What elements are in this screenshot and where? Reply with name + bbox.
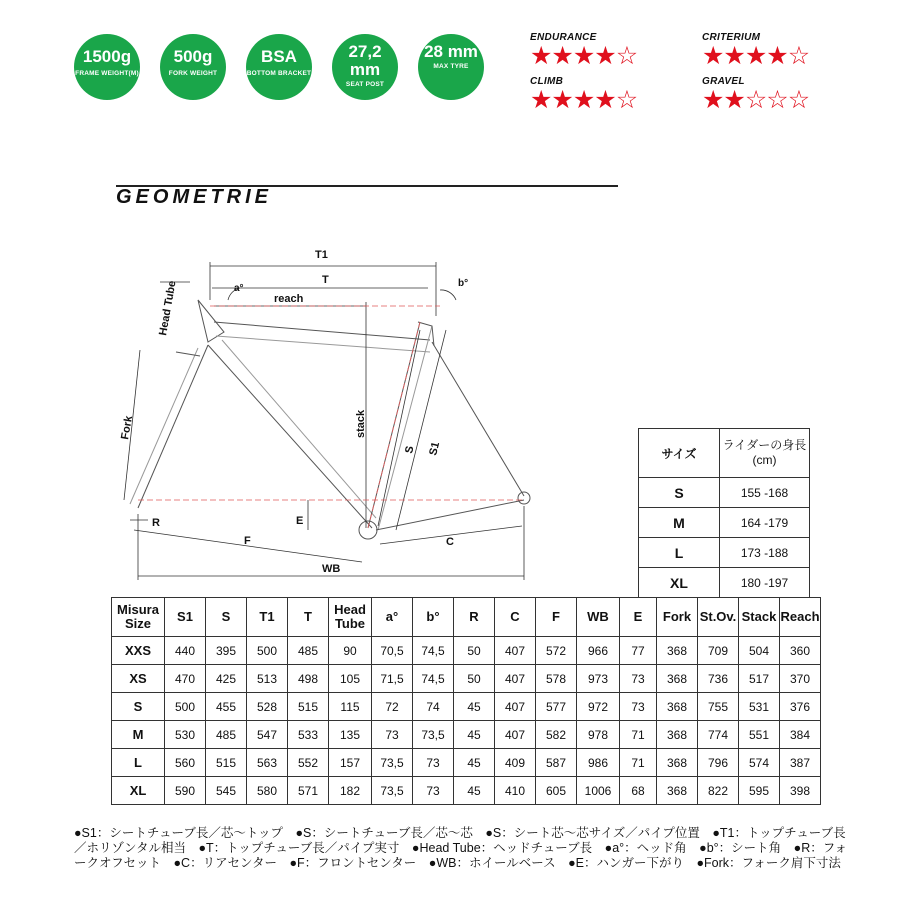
geometry-cell: 517 <box>739 665 780 693</box>
geometry-cell: 973 <box>577 665 620 693</box>
geometry-cell: 182 <box>329 777 372 805</box>
geometry-cell: 440 <box>165 637 206 665</box>
geometry-cell: 74,5 <box>413 637 454 665</box>
rider-size-cell: L <box>639 538 720 568</box>
geometry-cell: 1006 <box>577 777 620 805</box>
geometry-size-label: M <box>112 721 165 749</box>
rider-size-table <box>638 428 810 598</box>
geometry-cell: 504 <box>739 637 780 665</box>
max-tyre-label: MAX TYRE <box>433 63 469 70</box>
geometry-cell: 73 <box>620 693 657 721</box>
geometry-row <box>112 721 821 749</box>
s-dimension <box>378 330 420 526</box>
geometry-cell: 972 <box>577 693 620 721</box>
geometry-cell: 105 <box>329 665 372 693</box>
geometry-cell: 73,5 <box>372 777 413 805</box>
top-tube <box>214 322 430 340</box>
chain-stay <box>376 500 524 530</box>
geometry-cell: 368 <box>657 693 698 721</box>
label-stack: stack <box>355 409 367 438</box>
seat-post-label: SEAT POST <box>345 81 385 88</box>
rider-height-cell: 164 -179 <box>720 508 810 538</box>
geometry-header-cell: R <box>454 598 495 637</box>
rating-label: GRAVEL <box>702 76 745 87</box>
geometry-row <box>112 749 821 777</box>
geometry-cell: 77 <box>620 637 657 665</box>
geometry-header-row <box>112 598 821 637</box>
geometry-row <box>112 637 821 665</box>
geometry-cell: 74,5 <box>413 665 454 693</box>
geometry-table <box>111 597 821 805</box>
label-s1: S1 <box>427 440 443 457</box>
geometry-cell: 72 <box>372 693 413 721</box>
b-angle-arc <box>440 290 456 300</box>
geometry-cell: 755 <box>698 693 739 721</box>
geometry-cell: 370 <box>780 665 821 693</box>
geometry-cell: 587 <box>536 749 577 777</box>
geometry-cell: 368 <box>657 749 698 777</box>
geometry-cell: 74 <box>413 693 454 721</box>
geometry-cell: 580 <box>247 777 288 805</box>
geometry-cell: 157 <box>329 749 372 777</box>
geometry-cell: 605 <box>536 777 577 805</box>
label-r: R <box>152 517 160 529</box>
geometry-cell: 407 <box>495 693 536 721</box>
geometry-cell: 73,5 <box>413 721 454 749</box>
label-wb: WB <box>322 563 341 575</box>
star-empty-icon: ☆ <box>787 86 810 114</box>
rider-height-cell: 173 -188 <box>720 538 810 568</box>
geometry-header-cell: C <box>495 598 536 637</box>
geometry-cell: 425 <box>206 665 247 693</box>
label-fork: Fork <box>119 414 136 441</box>
geometry-cell: 71 <box>620 749 657 777</box>
frame-weight-value: 1500g <box>82 47 132 66</box>
geometry-cell: 73 <box>620 665 657 693</box>
geometry-cell: 551 <box>739 721 780 749</box>
geometry-cell: 387 <box>780 749 821 777</box>
geometry-cell: 796 <box>698 749 739 777</box>
geometry-cell: 368 <box>657 637 698 665</box>
geometry-cell: 395 <box>206 637 247 665</box>
geometry-header-cell: Fork <box>657 598 698 637</box>
geometry-body <box>112 637 821 805</box>
star-empty-icon: ☆ <box>787 42 810 70</box>
label-e: E <box>296 515 304 527</box>
geometry-cell: 966 <box>577 637 620 665</box>
geometry-cell: 571 <box>288 777 329 805</box>
geometry-cell: 73 <box>372 721 413 749</box>
geometry-cell: 515 <box>206 749 247 777</box>
down-tube-edge <box>222 340 376 518</box>
star-filled-icon: ★ <box>551 86 573 114</box>
geometry-header-cell: b° <box>413 598 454 637</box>
geometry-cell: 595 <box>739 777 780 805</box>
down-tube <box>208 345 372 528</box>
geometry-cell: 563 <box>247 749 288 777</box>
star-filled-icon: ★ <box>594 42 616 70</box>
geometry-cell: 513 <box>247 665 288 693</box>
geometry-cell: 572 <box>536 637 577 665</box>
star-empty-icon: ☆ <box>615 42 638 70</box>
star-empty-icon: ☆ <box>744 86 767 114</box>
geometry-header-cell: E <box>620 598 657 637</box>
geometry-cell: 71,5 <box>372 665 413 693</box>
geometry-cell: 500 <box>247 637 288 665</box>
geometry-cell: 368 <box>657 777 698 805</box>
geometry-size-label: S <box>112 693 165 721</box>
rider-size-cell: XL <box>639 568 720 598</box>
top-tube-lower-edge <box>216 336 430 352</box>
geometry-cell: 50 <box>454 637 495 665</box>
geometry-header-cell: WB <box>577 598 620 637</box>
geometry-cell: 407 <box>495 665 536 693</box>
star-filled-icon: ★ <box>530 86 552 114</box>
star-filled-icon: ★ <box>702 42 724 70</box>
label-reach: reach <box>274 293 304 305</box>
seat-post-value: 27,2 mm <box>348 42 382 79</box>
label-t: T <box>322 274 329 286</box>
geometry-cell: 45 <box>454 749 495 777</box>
geometry-cell: 376 <box>780 693 821 721</box>
geometry-cell: 73 <box>413 749 454 777</box>
label-c: C <box>446 536 454 548</box>
geometry-cell: 407 <box>495 721 536 749</box>
geometry-size-label: XS <box>112 665 165 693</box>
geometry-cell: 45 <box>454 693 495 721</box>
geometry-cell: 577 <box>536 693 577 721</box>
geometry-cell: 398 <box>780 777 821 805</box>
geometry-row <box>112 693 821 721</box>
geometry-cell: 368 <box>657 665 698 693</box>
geometry-cell: 485 <box>206 721 247 749</box>
star-empty-icon: ☆ <box>615 86 638 114</box>
label-b: b° <box>458 278 469 289</box>
geometry-row <box>112 665 821 693</box>
star-filled-icon: ★ <box>744 42 767 70</box>
geometry-cell: 73 <box>413 777 454 805</box>
geometry-size-label: XL <box>112 777 165 805</box>
rider-size-header-row <box>639 429 810 478</box>
geometry-header-cell: T <box>288 598 329 637</box>
geometry-cell: 552 <box>288 749 329 777</box>
geometry-cell: 68 <box>620 777 657 805</box>
geometry-size-label: L <box>112 749 165 777</box>
geometry-size-label: XXS <box>112 637 165 665</box>
geometry-header-cell: S1 <box>165 598 206 637</box>
geometry-header-cell: F <box>536 598 577 637</box>
rider-size-header-size: サイズ <box>639 429 720 478</box>
label-f: F <box>244 535 251 547</box>
geometry-cell: 774 <box>698 721 739 749</box>
geometry-cell: 528 <box>247 693 288 721</box>
geometry-row <box>112 777 821 805</box>
rider-height-cell: 155 -168 <box>720 478 810 508</box>
geometry-cell: 531 <box>739 693 780 721</box>
geometry-cell: 410 <box>495 777 536 805</box>
rating-label: ENDURANCE <box>530 32 597 43</box>
geometry-header-cell: St.Ov. <box>698 598 739 637</box>
rider-size-cell: S <box>639 478 720 508</box>
fork-weight-value: 500g <box>173 47 213 66</box>
geometry-cell: 90 <box>329 637 372 665</box>
star-filled-icon: ★ <box>766 42 788 70</box>
geometry-cell: 515 <box>288 693 329 721</box>
rating-label: CLIMB <box>530 76 564 87</box>
star-empty-icon: ☆ <box>766 86 788 114</box>
geometry-cell: 822 <box>698 777 739 805</box>
star-filled-icon: ★ <box>723 86 745 114</box>
rider-size-header-height: ライダーの身長 (cm) <box>720 429 810 478</box>
geometry-cell: 533 <box>288 721 329 749</box>
geometry-cell: 498 <box>288 665 329 693</box>
bottom-bracket-value: BSA <box>261 47 297 66</box>
bottom-bracket-label: BOTTOM BRACKET <box>246 70 312 77</box>
geometry-header-cell: T1 <box>247 598 288 637</box>
geometry-cell: 978 <box>577 721 620 749</box>
geometry-cell: 360 <box>780 637 821 665</box>
geometry-cell: 547 <box>247 721 288 749</box>
geometry-cell: 368 <box>657 721 698 749</box>
star-filled-icon: ★ <box>572 86 595 114</box>
geometry-cell: 545 <box>206 777 247 805</box>
abbreviation-notes: ●S1：シートチューブ長／芯～トップ ●S：シートチューブ長／芯～芯 ●S：シート芯～芯サイズ／パイプ位置 ●T1：トップチューブ長／ホリゾンタル相当 ●T：トップチューブ長／パイプ実寸 ●Head Tube：ヘッドチューブ長 ●a°：ヘッド角 ●b°：シート角 ●R：フォークオフセット ●C：リアセンター ●F：フロントセンター ●WB：ホイールベース ●E：ハンガー下がり ●Fork：フォーク肩下寸法 <box>74 826 848 870</box>
geometry-cell: 590 <box>165 777 206 805</box>
geometry-cell: 135 <box>329 721 372 749</box>
geometry-cell: 409 <box>495 749 536 777</box>
geometry-cell: 384 <box>780 721 821 749</box>
geometry-header-cell: Reach <box>780 598 821 637</box>
rider-size-row <box>639 508 810 538</box>
fork-weight-label: FORK WEIGHT <box>168 70 218 77</box>
geometry-cell: 70,5 <box>372 637 413 665</box>
rider-size-cell: M <box>639 508 720 538</box>
geometry-header-cell: Stack <box>739 598 780 637</box>
seat-stay <box>432 342 524 496</box>
geometry-cell: 485 <box>288 637 329 665</box>
label-s: S <box>403 444 417 455</box>
geometry-cell: 530 <box>165 721 206 749</box>
seat-tube-edge <box>378 326 432 530</box>
geometry-cell: 582 <box>536 721 577 749</box>
star-filled-icon: ★ <box>702 86 724 114</box>
rider-size-row <box>639 538 810 568</box>
geometry-cell: 455 <box>206 693 247 721</box>
geometry-cell: 560 <box>165 749 206 777</box>
rider-height-cell: 180 -197 <box>720 568 810 598</box>
geometry-cell: 470 <box>165 665 206 693</box>
geometry-header-cell: S <box>206 598 247 637</box>
geometry-cell: 45 <box>454 721 495 749</box>
geometry-cell: 115 <box>329 693 372 721</box>
geometry-header-cell: a° <box>372 598 413 637</box>
star-filled-icon: ★ <box>594 86 616 114</box>
geometry-cell: 500 <box>165 693 206 721</box>
geometry-title: GEOMETRIE <box>116 186 273 208</box>
fork-blade-edge <box>130 348 198 504</box>
rider-size-row <box>639 478 810 508</box>
geometry-header-cell: Head Tube <box>329 598 372 637</box>
seat-cluster <box>418 322 434 346</box>
star-filled-icon: ★ <box>572 42 595 70</box>
max-tyre-value: 28 mm <box>424 42 478 61</box>
geometry-cell: 578 <box>536 665 577 693</box>
star-filled-icon: ★ <box>551 42 573 70</box>
label-t1: T1 <box>315 249 328 261</box>
geometry-cell: 45 <box>454 777 495 805</box>
geometry-cell: 574 <box>739 749 780 777</box>
star-filled-icon: ★ <box>723 42 745 70</box>
label-a: a° <box>234 283 244 294</box>
rear-dropout <box>518 492 530 504</box>
rating-label: CRITERIUM <box>702 32 761 43</box>
star-filled-icon: ★ <box>530 42 552 70</box>
geometry-cell: 71 <box>620 721 657 749</box>
fork-blade <box>138 345 208 508</box>
geometry-cell: 50 <box>454 665 495 693</box>
frame-weight-label: FRAME WEIGHT(M) <box>75 70 139 77</box>
geometry-cell: 407 <box>495 637 536 665</box>
geometry-cell: 73,5 <box>372 749 413 777</box>
geometry-cell: 986 <box>577 749 620 777</box>
geometry-cell: 736 <box>698 665 739 693</box>
geometry-header-cell: Misura Size <box>112 598 165 637</box>
label-head-tube: Head Tube <box>157 279 179 337</box>
geometry-cell: 709 <box>698 637 739 665</box>
rider-size-row <box>639 568 810 598</box>
